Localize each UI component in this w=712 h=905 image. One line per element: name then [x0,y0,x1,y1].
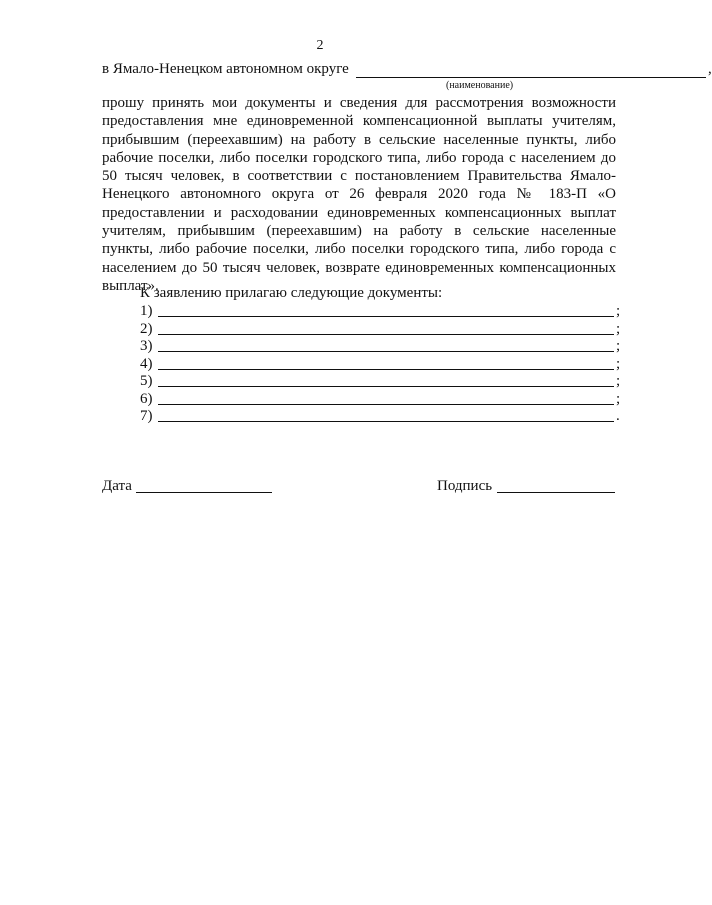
attachment-item [140,303,622,321]
attachment-number: 7) [140,408,153,424]
attachment-terminator: ; [616,390,621,407]
signature-blank[interactable] [497,492,615,493]
attachment-blank[interactable] [158,421,614,422]
attachment-blank[interactable] [158,369,614,370]
attachment-blank[interactable] [158,334,614,335]
attachment-blank[interactable] [158,404,614,405]
attachments-heading: К заявлению прилагаю следующие документы: [140,285,443,301]
attachment-terminator: ; [616,373,621,389]
attachment-item [140,408,622,426]
signature-label: Подпись [437,478,493,494]
region-trailing-comma: , [708,61,712,77]
date-blank[interactable] [136,492,272,493]
name-caption: (наименование) [446,80,514,91]
attachment-terminator: ; [616,320,621,337]
signature-row [102,478,616,500]
attachment-number: 3) [140,338,153,354]
attachment-number: 4) [140,355,153,372]
region-label: в Ямало-Ненецком автономном округе [102,61,349,77]
attachment-blank[interactable] [158,386,614,387]
attachment-terminator: ; [616,355,621,372]
attachment-terminator: ; [616,303,621,319]
attachments-list [140,303,622,426]
attachment-number: 2) [140,320,153,337]
region-line [102,61,712,78]
attachment-terminator: . [616,408,620,424]
request-paragraph: прошу принять мои документы и сведения для рассмотрения возможности предоставления мне единовременной компенсационной выплаты учителям, прибывшим (переехавшим) на работу в сельские населенные пункты, либо рабочие поселки, либо поселки городского типа, либо города с населением до 50 тысяч человек, в соответствии с постановлением Правительства Ямало-Ненецкого автономного округа от 26 февраля 2020 года № 183-П «О предоставлении и расходовании единовременных компенсационных выплат учителям, прибывшим (переехавшим) на работу в сельские населенные пункты, либо рабочие поселки, либо поселки городского типа, либо города с населением до 50 тысяч человек, возврате единовременных компенсационных выплат». [102,95,616,294]
page-number: 2 [316,38,324,53]
attachment-item [140,356,622,374]
attachment-item [140,321,622,339]
attachment-item [140,391,622,409]
attachment-item [140,338,622,356]
attachment-blank[interactable] [158,316,614,317]
attachment-number: 6) [140,390,153,407]
region-name-blank[interactable] [356,77,706,78]
attachment-number: 1) [140,303,153,319]
attachment-number: 5) [140,373,153,389]
attachment-terminator: ; [616,338,621,354]
attachment-blank[interactable] [158,351,614,352]
date-label: Дата [102,478,132,494]
attachment-item [140,373,622,391]
